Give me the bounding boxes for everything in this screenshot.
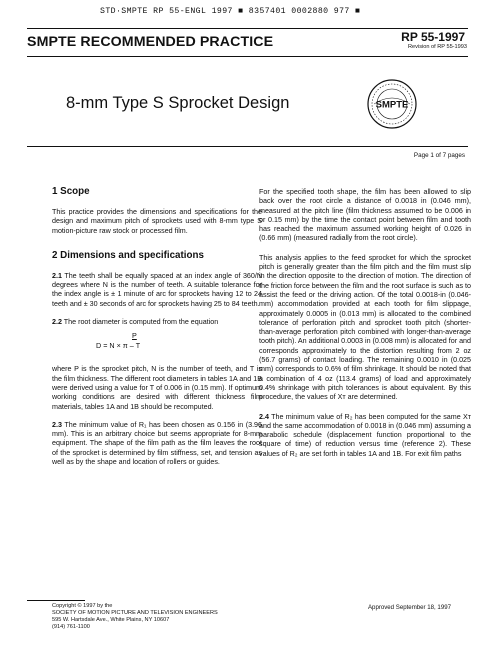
rp-number: RP 55-1997	[401, 30, 465, 44]
para-2-1-body: The teeth shall be equally spaced at an index angle of 360/N degrees where N is the number of teeth. A suitable tolerance for the index angle is ± 1 minute of arc for sprockets having 12 to 24 teeth and ± 30 seconds of arc for sprockets having 25 to 84 teeth.	[52, 271, 262, 308]
society-address: 595 W. Hartsdale Ave., White Plains, NY 10607	[52, 617, 170, 623]
para-2-4-body: The minimum value of R₂ has been computed for the same Xт and the same accommodation of 0.0018 in (0.046 mm) assuming a parabolic schedule (displacement function proportional to the square of time) of reduction versus time (reference 2). These values of R₂ are set forth in tables 1A and 1B. For exit film paths	[259, 412, 471, 458]
dims-heading: 2 Dimensions and specifications	[52, 249, 204, 261]
document-title: 8-mm Type S Sprocket Design	[66, 94, 290, 112]
footer-copyright-block	[52, 603, 218, 631]
para-2-3-num: 2.3	[52, 420, 62, 429]
para-2-4-num: 2.4	[259, 412, 269, 421]
footer-rule	[27, 600, 85, 601]
copyright-line: Copyright © 1997 by the	[52, 603, 113, 609]
top-rule	[27, 28, 468, 29]
seal-text: SMPTE	[375, 99, 409, 111]
revision-note: Revision of RP 55-1993	[408, 44, 467, 50]
equation-numerator: P	[132, 331, 137, 341]
right-para-1: For the specified tooth shape, the film has been allowed to slip back over the root circle a distance of 0.0018 in (0.046 mm), measured at the pitch line (film thickness assumed to be 0.006 in or 0.15 mm) by the time the contact point between film and tooth has reached the maximum assumed working height of 0.026 in (0.66 mm) (measured radially from the root circle).	[259, 188, 471, 243]
para-2-2-num: 2.2	[52, 318, 62, 327]
header-rule	[27, 56, 468, 57]
para-2-2-after: where P is the sprocket pitch, N is the number of teeth, and T is the film thickness. The different root diameters in tables 1A and 1B were derived using a value for T of 0.006 in (0.15 mm). If optimum working conditions are desired with different thickness film materials, tables 1A and 1B should be recomputed.	[52, 365, 262, 411]
equation-line: D = N × π – T	[96, 341, 141, 351]
right-column	[259, 188, 471, 468]
society-phone: (914) 761-1100	[52, 624, 90, 630]
smpte-seal-icon	[366, 78, 418, 130]
para-2-3	[52, 421, 262, 467]
scan-header-text: STD·SMPTE RP 55-ENGL 1997 ■ 8357401 0002880 977 ■	[100, 7, 361, 16]
para-2-2	[52, 318, 262, 327]
para-2-1-num: 2.1	[52, 271, 62, 280]
root-diameter-equation	[96, 331, 186, 353]
scope-heading: 1 Scope	[52, 186, 90, 197]
page-count: Page 1 of 7 pages	[413, 152, 465, 159]
left-column	[52, 186, 262, 476]
para-2-3-body: The minimum value of R₁ has been chosen as 0.156 in (3.96 mm). This is an arbitrary choice but seems appropriate for 8-mm equipment. The shape of the film path as the film leaves the root of the sprocket is determined by film stiffness, set, and tension as well as by the shape and location of rollers or guides.	[52, 420, 262, 467]
approval-date: Approved September 18, 1997	[367, 604, 451, 611]
para-2-4	[259, 413, 471, 459]
right-para-2: This analysis applies to the feed sprocket for which the sprocket pitch is generally greater than the film pitch and the film must slip in the direction opposite to the direction of motion. The direction of the friction force between the film and the root surface is such as to assist the feed or the driving action. Of the total 0.0018-in (0.046-mm) accommodation provided at each tooth for film slippage, approximately 0.0005 in (0.013 mm) is allocated to the combined tolerance of perforation pitch and sprocket tooth pitch (shorter-than-average perforation pitch combined with longer-than-average tooth pitch). An additional 0.0003 in (0.008 mm) is allocated for and corresponds approximately to the distortion resulting from 2 oz (56.7 grams) of contact loading. The remaining 0.0010 in (0.025 mm) corresponds to 0.6% of film shrinkage. It should be noted that a combination of 4 oz (113.4 grams) of load and approximately 0.4% shrinkage with pitch tolerances is about equivalent. By this procedure, the values of Xт are determined.	[259, 253, 471, 402]
title-rule	[27, 146, 468, 147]
scope-body: This practice provides the dimensions and specifications for the design and maximum pitch of sprockets used with 8-mm type S motion-picture raw stock or processed film.	[52, 208, 262, 235]
scan-header	[100, 7, 360, 16]
para-2-1	[52, 272, 262, 309]
society-name: SOCIETY OF MOTION PICTURE AND TELEVISION ENGINEERS	[52, 610, 218, 616]
para-2-2-body: The root diameter is computed from the equation	[63, 318, 219, 327]
header-title: SMPTE RECOMMENDED PRACTICE	[27, 34, 274, 50]
